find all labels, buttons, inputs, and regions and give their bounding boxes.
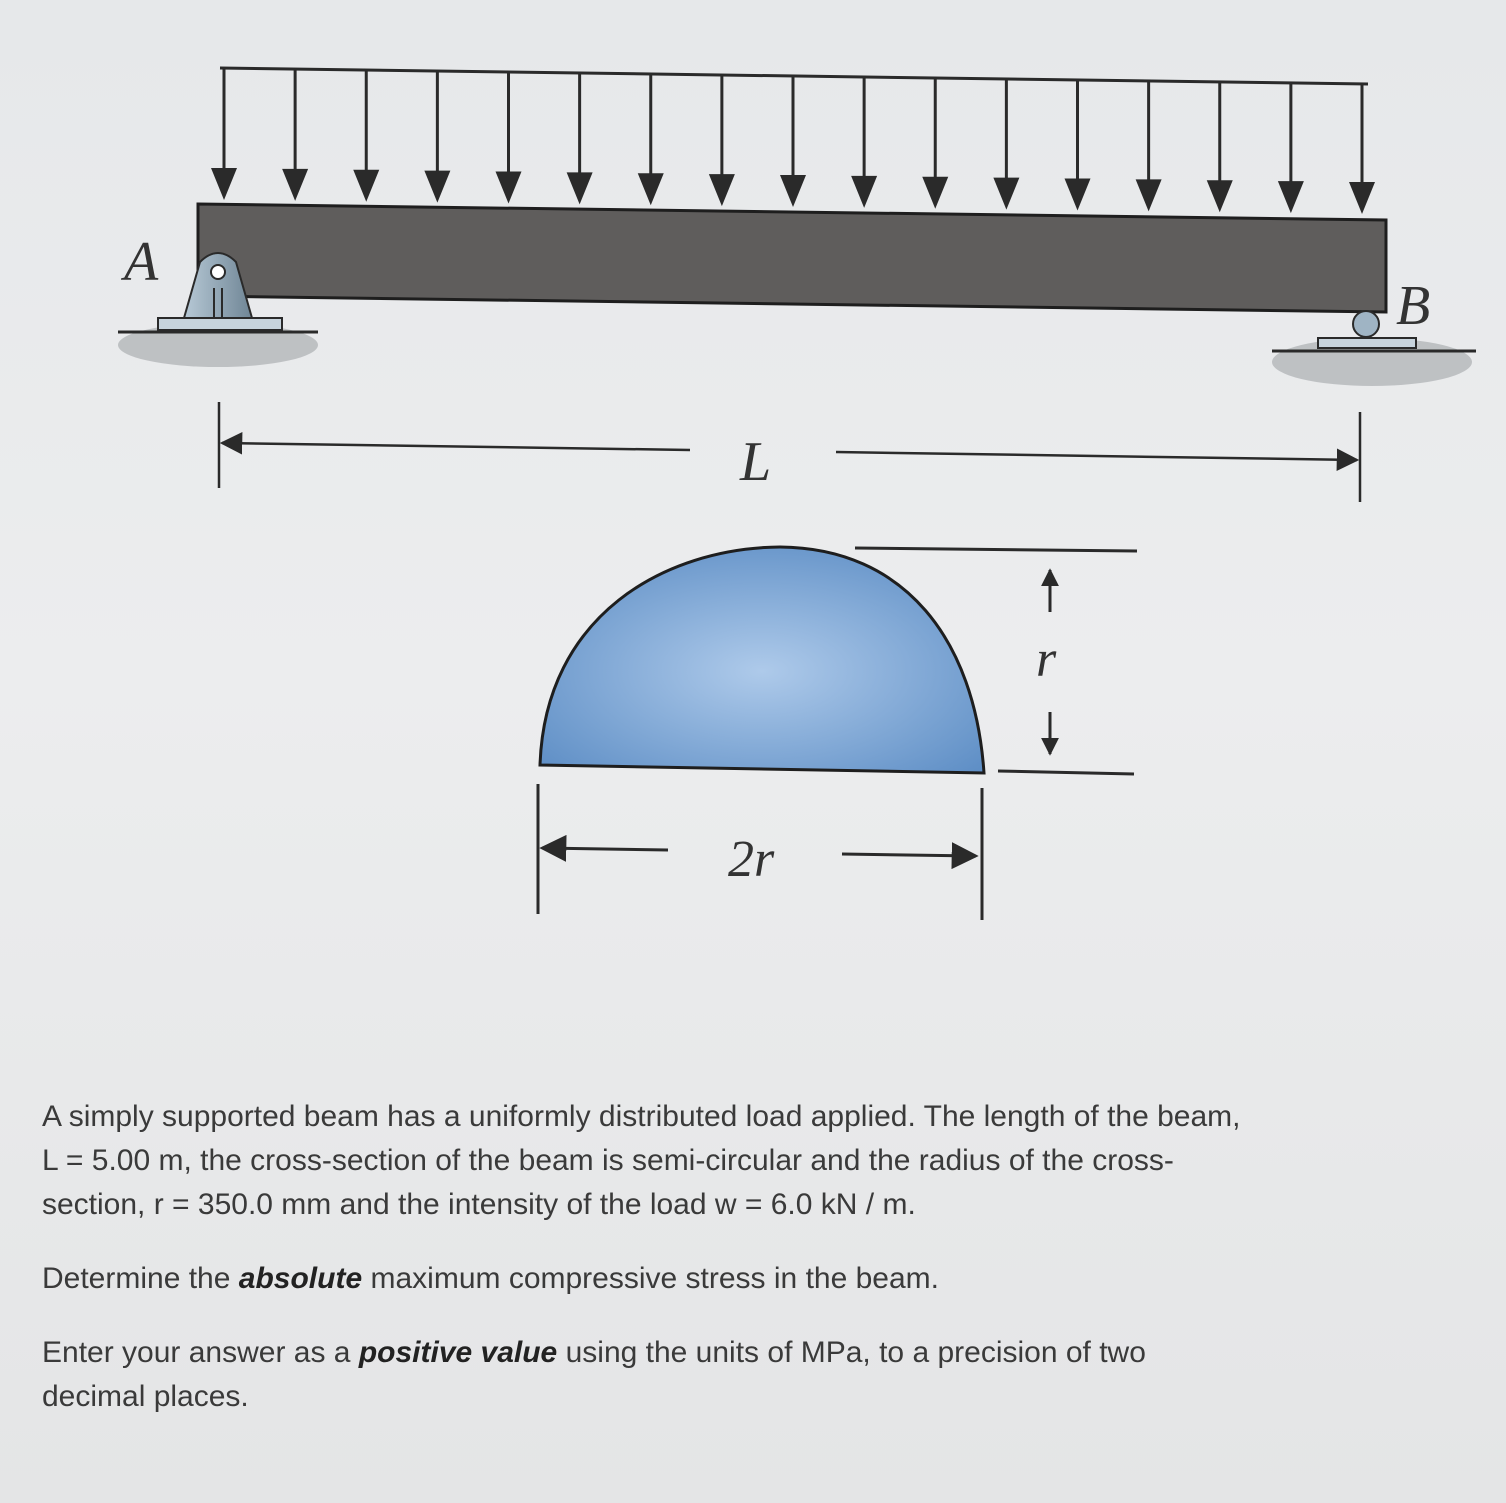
dimension-arrow-right [842,854,976,856]
load-arrows [211,68,1375,214]
width-label: 2r [728,831,775,888]
load-arrowhead [353,170,379,202]
width-dimension [538,784,982,920]
load-arrowhead [567,172,593,204]
dimension-arrow-right [836,452,1357,460]
load-arrowhead [709,174,735,206]
load-arrowhead [496,172,522,204]
roller-support-b [1272,311,1476,386]
load-arrowhead [1065,179,1091,211]
dimension-arrow-left [222,443,690,450]
dimension-arrow-left [542,848,668,850]
load-arrowhead [282,169,308,201]
problem-question [42,1257,1242,1301]
beam [198,204,1386,312]
load-arrowhead [780,175,806,207]
load-arrowhead [1278,181,1304,213]
question-prefix: Determine the [42,1262,231,1295]
question-emphasis: absolute [238,1262,363,1295]
answer-prefix: Enter your answer as a [42,1336,351,1369]
load-arrowhead [638,173,664,205]
support-b-label: B [1396,275,1431,337]
load-arrowhead [1207,180,1233,212]
load-arrowhead [211,168,237,200]
load-arrowhead [922,177,948,209]
distributed-load [211,68,1375,214]
semicircular-cross-section [540,547,984,773]
answer-suffix: using the units of MPa, to a precision of two decimal places. [42,1336,1146,1413]
load-arrowhead [851,176,877,208]
load-arrowhead [993,178,1019,210]
answer-emphasis: positive value [358,1336,558,1369]
height-label: r [1036,631,1057,688]
support-a-label: A [124,231,159,293]
load-arrowhead [424,171,450,203]
problem-text [42,1095,1242,1449]
load-arrowhead [1136,179,1162,211]
length-label: L [740,431,772,493]
length-dimension [219,402,1360,502]
answer-instructions [42,1331,1242,1419]
problem-statement: A simply supported beam has a uniformly distributed load applied. The length of the beam, L = 5.00 m, the cross-section of the beam is semi-circular and the radius of the cross-section, r = 350.0 mm and the intensity of the load w = 6.0 kN / m. [42,1100,1241,1221]
question-suffix: maximum compressive stress in the beam. [370,1262,939,1295]
load-arrowhead [1349,182,1375,214]
